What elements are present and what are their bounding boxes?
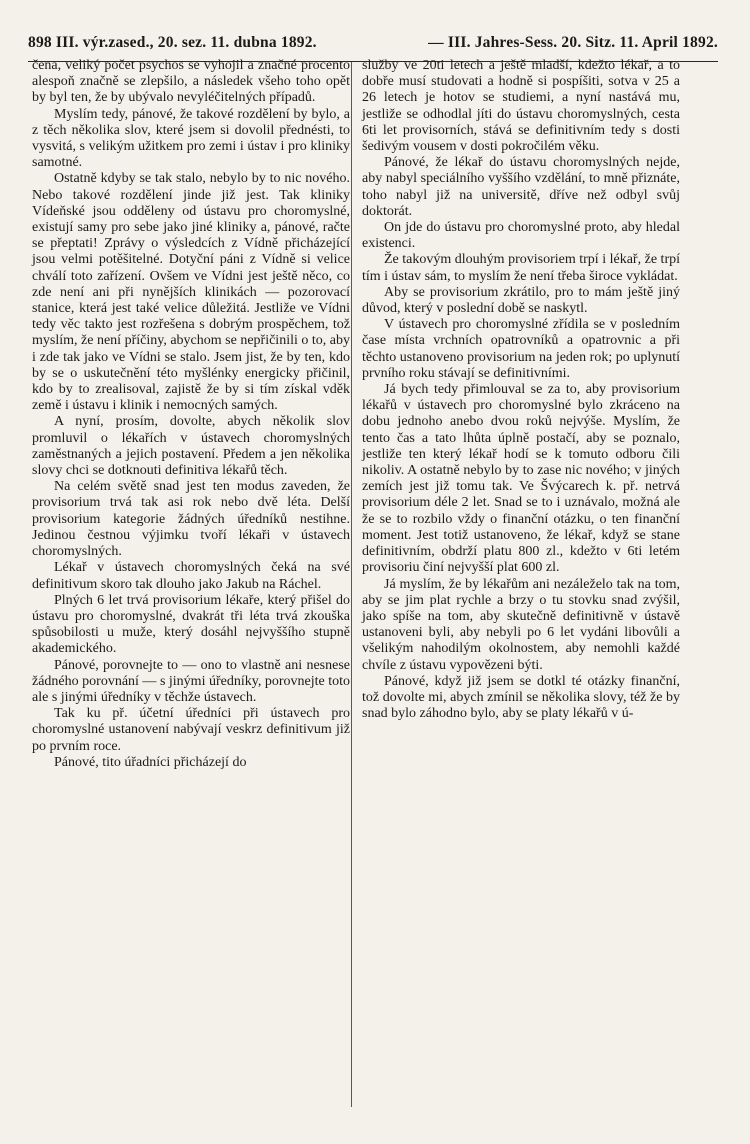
header-left: 898 III. výr.zased., 20. sez. 11. dubna 1892. — [28, 34, 317, 51]
paragraph: On jde do ústavu pro choromyslné proto, aby hledal existenci. — [362, 220, 680, 252]
page-header — [28, 34, 718, 52]
header-center: — III. Jahres-Sess. 20. Sitz. 11. April 1892. — [428, 34, 718, 51]
paragraph: Myslím tedy, pánové, že takové rozdělení by bylo, a z těch několika slov, které jsem si dovolil přednésti, to vysvitá, s velikým užitkem pro zemi i ústav i pro kliniky samotné. — [32, 106, 350, 171]
paragraph: služby ve 20ti letech a ještě mladší, kdežto lékař, a to dobře musí studovati a hodně si pospíšiti, sotva v 25 a 26 letech je hotov se studiemi, a nyní nastává mu, jestliže se odhodlal jíti do ústavu choromyslných, cesta 6ti let provisorních, stává se definitivním tedy s dosti šedivým vousem v dosti pokročilém věku. — [362, 58, 680, 155]
paragraph: Tak ku př. účetní úředníci při ústavech pro choromyslné ustanovení nabývají veskrz definitivum již po prvním roce. — [32, 706, 350, 754]
paragraph: Že takovým dlouhým provisoriem trpí i lékař, že trpí tím i ústav sám, to myslím že není třeba široce vykládat. — [362, 252, 680, 284]
paragraph: V ústavech pro choromyslné zřídila se v posledním čase místa vrchních opatrovníků a opatrovnic a při těchto ustanoveno provisorium na jeden rok; po uplynutí prvního roku stávají se definitivními. — [362, 317, 680, 381]
paragraph: čena, veliký počet psychos se vyhojil a značné procento alespoň značně se zlepšilo, a následek všeho toho opět by byl ten, že by ubývalo nevyléčitelných případů. — [32, 58, 350, 106]
paragraph: Lékař v ústavech choromyslných čeká na své definitivum skoro tak dlouho jako Jakub na Ráchel. — [32, 560, 350, 592]
paragraph: Aby se provisorium zkrátilo, pro to mám ještě jiný důvod, který v poslední době se naskytl. — [362, 284, 680, 317]
paragraph: Na celém světě snad jest ten modus zaveden, že provisorium trvá tak asi rok nebo dvě léta. Delší provisorium kategorie žádných úředníků nestihne. Jedinou čestnou výjimku tvoří lékaři v ústavech choromyslných. — [32, 479, 350, 560]
paragraph: Já myslím, že by lékařům ani nezáleželo tak na tom, aby se jim plat rychle a brzy o tu stovku snad zvýšil, jako spíše na tom, aby skutečně definitivně v ústavě ustanoveni byli, aby nebyli po 6 let vydáni libovůli a všelikým nahodilým okolnostem, aby nemohli každé chvíle z ústavu vypovězeni býti. — [362, 576, 680, 673]
left-column — [32, 58, 350, 771]
paragraph: Ostatně kdyby se tak stalo, nebylo by to nic nového. Nebo takové rozdělení jinde již jest. Tak kliniky Vídeňské jsou odděleny od ústavu pro choromyslné, existují samy pro sebe jako jiné kliniky a, pánové, račte se přeptati! Zprávy o výsledcích z Vídně přicházející jsou velmi potěšitelné. Dotyční páni z Vídně si velice chválí toto zařízení. Ovšem ve Vídni jest ještě něco, co zde není ani při nynějších klinikách — pozorovací stanice, která jest také velice důležitá. Jestliže ve Vídni tedy věc takto jest rozřešena s dobrým prospěchem, tož myslím, že není příčiny, abychom se nepřičinili o to, aby i zde tak jako ve Vídni se stalo. Jsem jist, že by ten, kdo by se o uskutečnění této myšlénky energicky přičinil, kdo by to zrealisoval, zajistě že by si tím získal vděk země i ústavu i klinik i nemocných samých. — [32, 171, 350, 414]
paragraph: Pánové, porovnejte to — ono to vlastně ani nesnese žádného porovnání — s jinými úředníky, porovnejte toto ale s jinými úředníky v těchže ústavech. — [32, 657, 350, 705]
paragraph: Pánové, když již jsem se dotkl té otázky finanční, tož dovolte mi, abych zmínil se několika slovy, též že by snad bylo záhodno bylo, aby se platy lékařů v ú- — [362, 673, 680, 722]
column-divider — [351, 62, 352, 1107]
paragraph: Pánové, tito úřadníci přicházejí do — [54, 754, 247, 770]
right-column — [362, 58, 680, 722]
paragraph: Pánové, že lékař do ústavu choromyslných nejde, aby nabyl speciálního vyššího vzdělání, to mně přiznáte, toho nabyl již na universitě, dříve než odbyl svůj doktorát. — [362, 155, 680, 219]
paragraph: A nyní, prosím, dovolte, abych několik slov promluvil o lékařích v ústavech choromyslných zaměstnaných a jejich postavení. Předem a jen několika slovy chci se dotknouti definitiva lékařů těch. — [32, 414, 350, 479]
paragraph: Já bych tedy přimlouval se za to, aby provisorium lékařů v ústavech pro choromyslné bylo zkráceno na dobu jednoho anebo dvou roků nejvýše. Myslím, že tento čas a tato lhůta úplně postačí, aby se poznalo, jestliže ten který lékař hodí se k tomuto odboru čili nikoliv. A ostatně nebylo by to zase nic nového; v jiných zemích jest již tomu tak. Ve Švýcarech k. př. netrvá provisorium déle 2 let. Snad se to i uznávalo, možná ale že se to rozbilo vždy o finanční otázku, o ten finanční moment. Jest totiž ustanoveno, že lékař, když se stane definitivním, obdrží platu 800 zl., kdežto v 6ti letém provisoriu činí nejvyšší plat 600 zl. — [362, 382, 680, 576]
paragraph: Plných 6 let trvá provisorium lékaře, který přišel do ústavu pro choromyslné, dvakrát tři léta trvá zkouška spůsobilosti u muže, který dosáhl nejvyššího stupně akademického. — [32, 592, 350, 657]
